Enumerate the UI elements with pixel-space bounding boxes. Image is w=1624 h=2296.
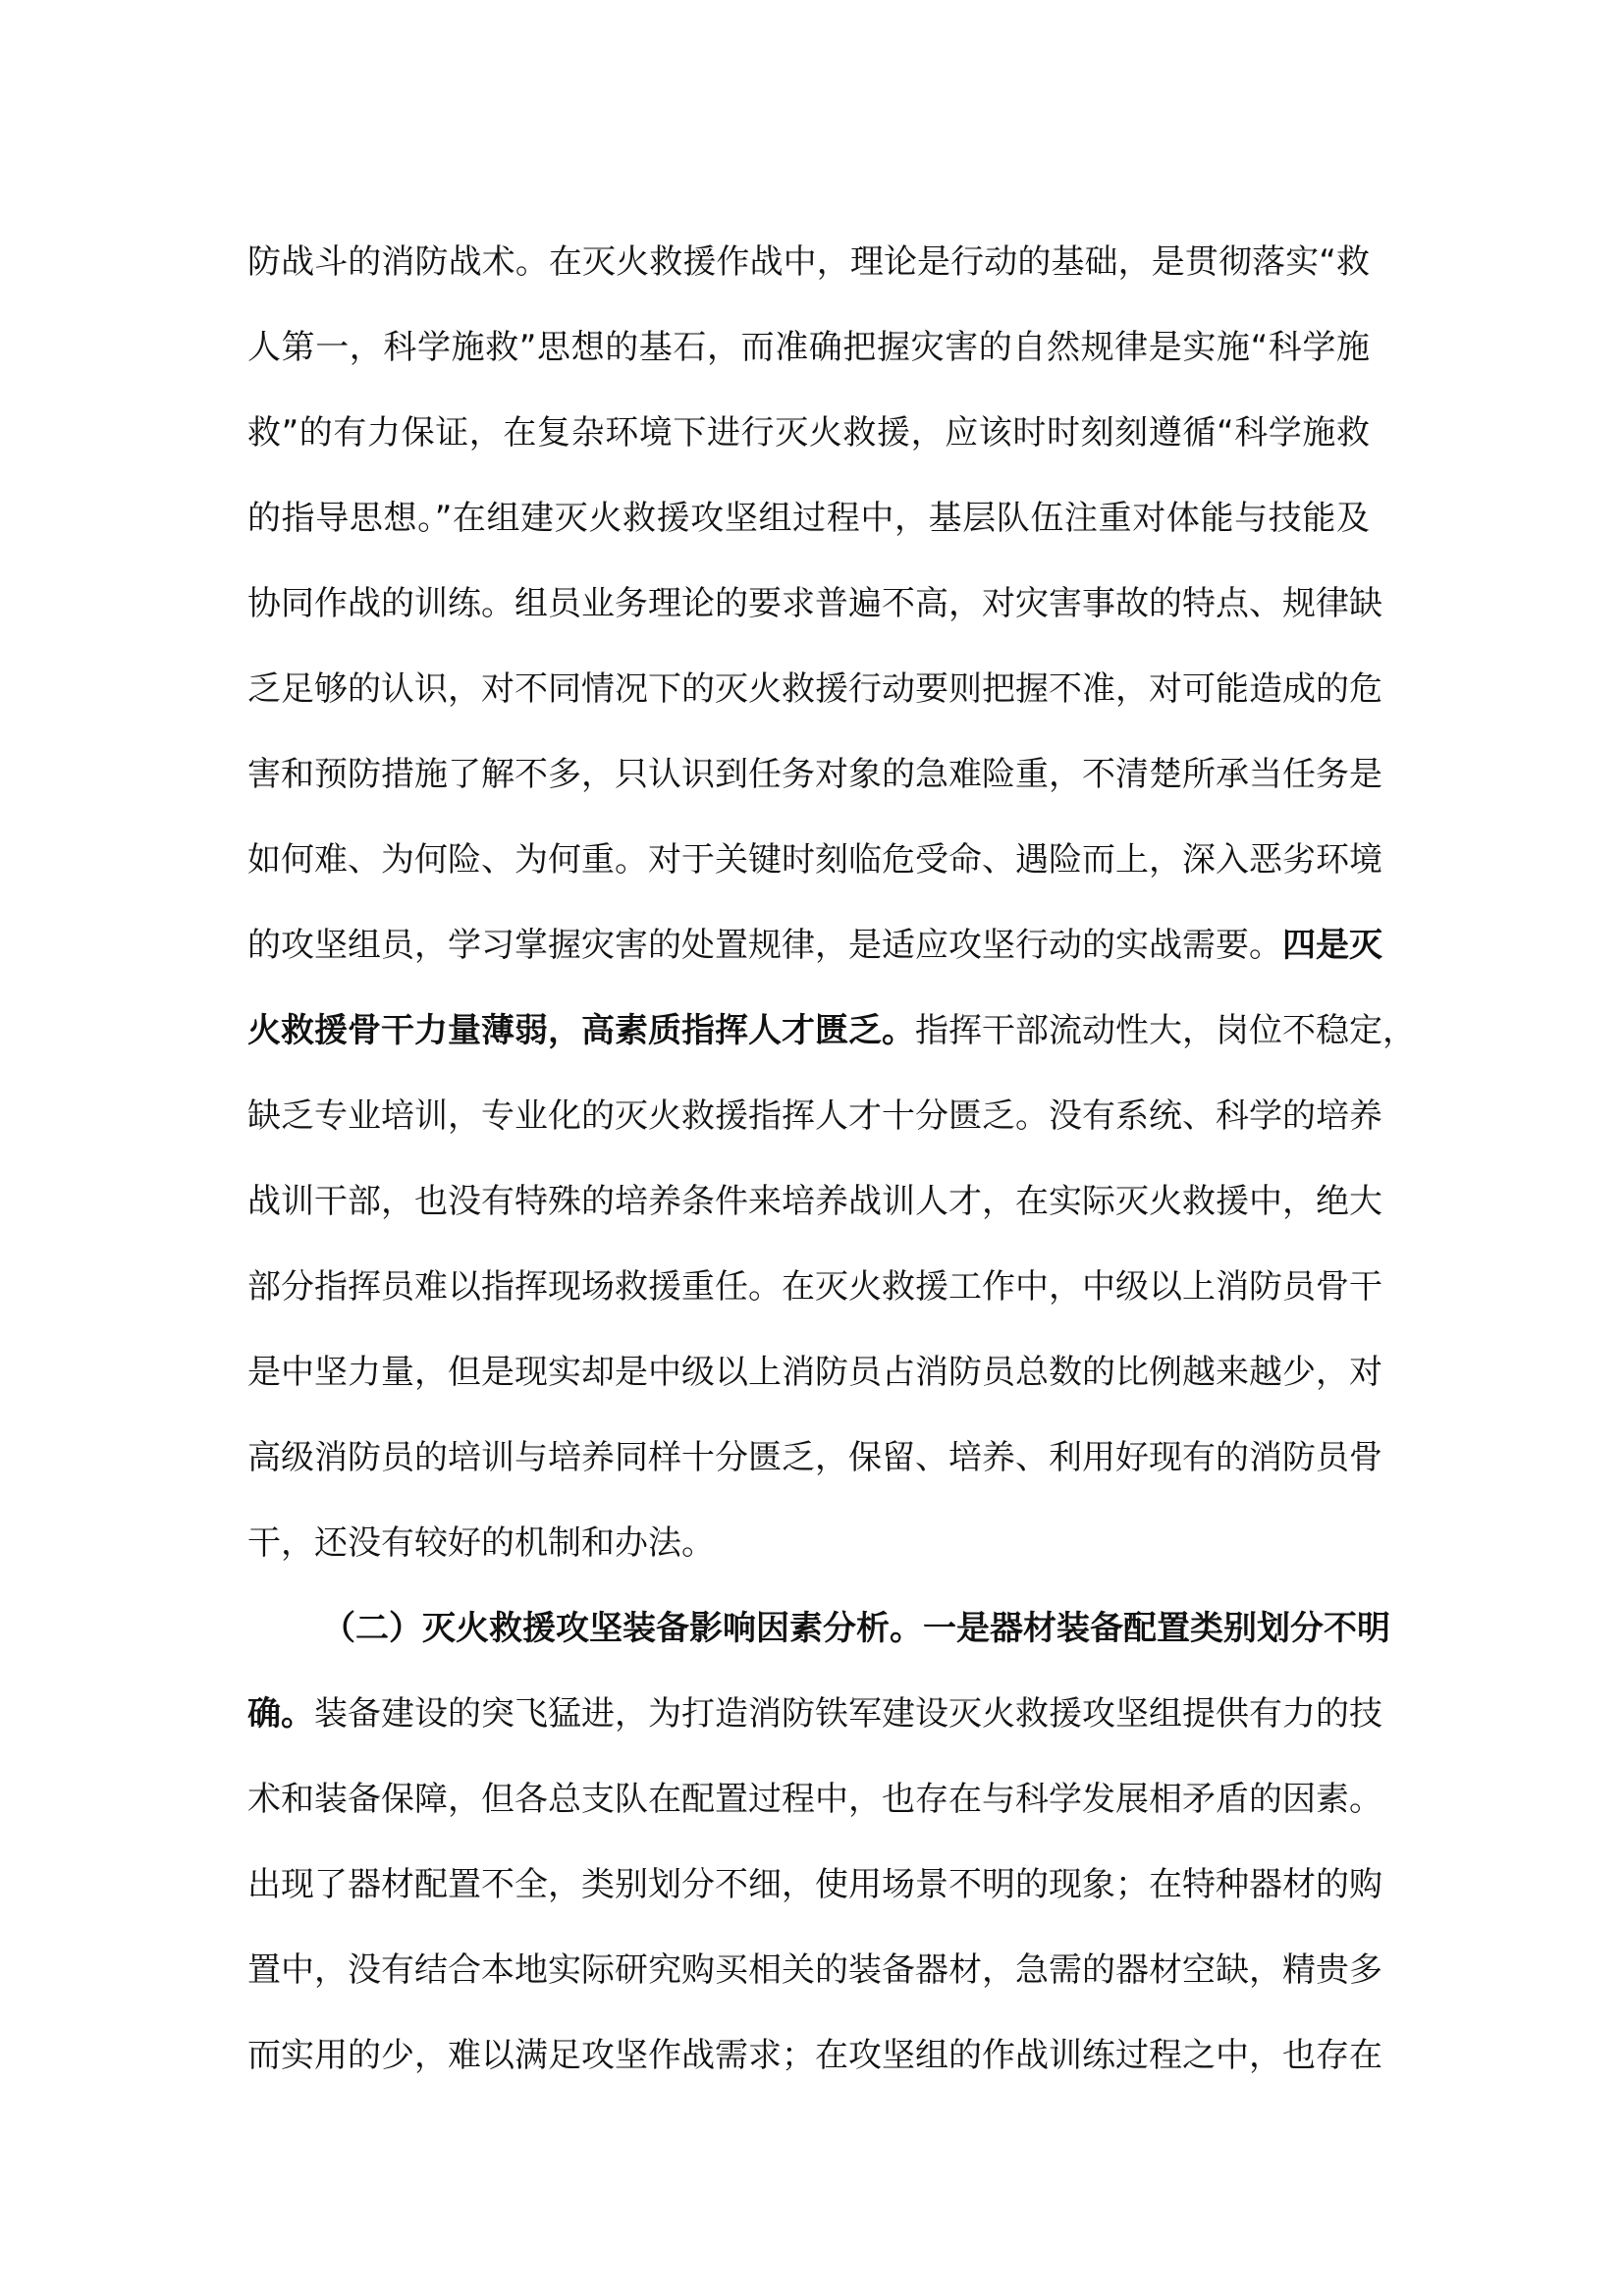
text-span: 协同作战的训练。组员业务理论的要求普遍不高，对灾害事故的特点、规律缺 [247, 584, 1382, 623]
text-span: 部分指挥员难以指挥现场救援重任。在灭火救援工作中，中级以上消防员骨干 [247, 1267, 1382, 1307]
text-line [247, 391, 1370, 476]
text-line [247, 1415, 1382, 1501]
text-span: 缺乏专业培训，专业化的灭火救援指挥人才十分匮乏。没有系统、科学的培养 [247, 1096, 1382, 1136]
section-heading: （二）灭火救援攻坚装备影响因素分析。一是器材装备配置类别划分不明 [322, 1609, 1390, 1648]
text-span: 乏足够的认识，对不同情况下的灭火救援行动要则把握不准，对可能造成的危 [247, 669, 1382, 709]
paragraph [247, 1586, 1390, 2099]
text-line [247, 1245, 1382, 1330]
text-span: 出现了器材配置不全，类别划分不细，使用场景不明的现象；在特种器材的购 [247, 1865, 1382, 1904]
text-line [247, 1330, 1382, 1415]
document-page [247, 220, 1416, 2099]
bold-heading-span: 确。 [247, 1694, 314, 1734]
text-line [247, 1842, 1382, 1928]
text-span: 如何难、为何险、为何重。对于关键时刻临危受命、遇险而上，深入恶劣环境 [247, 840, 1382, 880]
text-span: 高级消防员的培训与培养同样十分匮乏，保留、培养、利用好现有的消防员骨 [247, 1438, 1382, 1477]
text-line [247, 2013, 1382, 2099]
text-line [247, 1159, 1382, 1245]
text-span: 置中，没有结合本地实际研究购买相关的装备器材，急需的器材空缺，精贵多 [247, 1950, 1382, 1990]
text-span: 的指导思想。”在组建灭火救援攻坚组过程中，基层队伍注重对体能与技能及 [247, 499, 1370, 538]
text-span: 战训干部，也没有特殊的培养条件来培养战训人才，在实际灭火救援中，绝大 [247, 1182, 1382, 1221]
text-line [247, 903, 1382, 988]
text-span: 救”的有力保证，在复杂环境下进行灭火救援，应该时时刻刻遵循“科学施救 [247, 413, 1370, 453]
text-span: 人第一，科学施救”思想的基石，而准确把握灾害的自然规律是实施“科学施 [247, 328, 1370, 367]
text-span: 装备建设的突飞猛进，为打造消防铁军建设灭火救援攻坚组提供有力的技 [314, 1694, 1382, 1734]
text-span: 害和预防措施了解不多，只认识到任务对象的急难险重，不清楚所承当任务是 [247, 755, 1382, 794]
text-line [247, 988, 1416, 1074]
text-line [247, 1672, 1382, 1757]
text-span: 防战斗的消防战术。在灭火救援作战中，理论是行动的基础，是贯彻落实“救 [247, 242, 1370, 282]
text-span: 术和装备保障，但各总支队在配置过程中，也存在与科学发展相矛盾的因素。 [247, 1780, 1382, 1819]
text-line [247, 1928, 1382, 2013]
text-line [247, 1074, 1382, 1159]
text-line [247, 818, 1382, 903]
text-span: 干，还没有较好的机制和办法。 [247, 1523, 715, 1563]
text-line [247, 220, 1370, 305]
bold-heading-span: 火救援骨干力量薄弱，高素质指挥人才匮乏。 [247, 1011, 915, 1050]
text-line [247, 1757, 1382, 1842]
text-line [247, 732, 1382, 818]
text-span: 的攻坚组员，学习掌握灾害的处置规律，是适应攻坚行动的实战需要。 [247, 926, 1282, 965]
text-line [247, 1501, 1370, 1586]
text-span: 指挥干部流动性大，岗位不稳定， [915, 1011, 1416, 1050]
text-line [247, 476, 1370, 561]
text-line [247, 1586, 1390, 1672]
text-line [247, 647, 1382, 732]
text-span: 是中坚力量，但是现实却是中级以上消防员占消防员总数的比例越来越少，对 [247, 1353, 1382, 1392]
text-line [247, 561, 1382, 647]
text-line [247, 305, 1370, 391]
paragraph [247, 220, 1416, 1586]
bold-heading-span: 四是灭 [1282, 926, 1382, 965]
text-span: 而实用的少，难以满足攻坚作战需求；在攻坚组的作战训练过程之中，也存在 [247, 2036, 1382, 2075]
